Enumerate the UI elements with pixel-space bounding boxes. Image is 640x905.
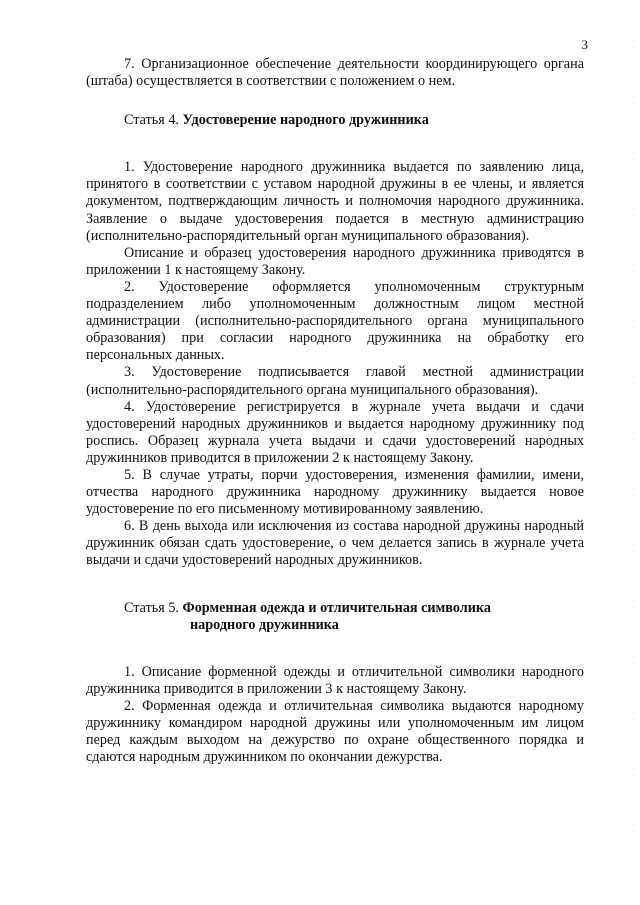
scan-edge-artifact [633, 40, 634, 880]
article-5-title-line-1: Форменная одежда и отличительная символика [182, 599, 491, 616]
page-number: 3 [581, 37, 588, 52]
article-5-title-line-2: народного дружинника [190, 616, 339, 633]
article-5-heading [86, 600, 584, 634]
article-4-paragraph-4: 3. Удостоверение подписывается главой местной администрации (исполнительно-распорядительного органа муниципального образования). [86, 364, 584, 398]
article-4-prefix: Статья 4. [124, 112, 179, 129]
document-body [86, 56, 584, 766]
article-4-paragraph-7: 6. В день выхода или исключения из состава народной дружины народный дружинник обязан сдать удостоверение, о чем делается запись в журнале учета выдачи и сдачи удостоверений народных дружинников. [86, 518, 584, 569]
article-5-paragraph-2: 2. Форменная одежда и отличительная символика выдаются народному дружиннику командиром народной дружины или уполномоченным им лицом перед каждым выходом на дежурство по охране общественного порядка и сдаются народным дружинником по окончании дежурства. [86, 697, 584, 766]
article-4-paragraph-1: 1. Удостоверение народного дружинника выдается по заявлению лица, принятого в соответствии с уставом народной дружины в ее члены, и является документом, подтверждающим личность и полномочия народного дружинника. Заявление о выдаче удостоверения подается в местную администрацию (исполнительно-распорядительный орган муниципального образования). [86, 159, 584, 244]
article-5-paragraph-1: 1. Описание форменной одежды и отличительной символики народного дружинника приводится в приложении 3 к настоящему Закону. [86, 663, 584, 697]
article-4-heading [86, 112, 584, 129]
section-7-paragraph: 7. Организационное обеспечение деятельности координирующего органа (штаба) осуществляется в соответствии с положением о нем. [86, 56, 584, 90]
article-4-paragraph-2: Описание и образец удостоверения народного дружинника приводятся в приложении 1 к настоящему Закону. [86, 244, 584, 278]
article-5-prefix: Статья 5. [124, 599, 179, 616]
article-4-title: Удостоверение народного дружинника [182, 112, 429, 129]
article-4-paragraph-5: 4. Удостоверение регистрируется в журнале учета выдачи и сдачи удостоверений народных дружинников и выдается народному дружиннику под роспись. Образец журнала учета выдачи и сдачи удостоверений народных дружинников приводится в приложении 2 к настоящему Закону. [86, 398, 584, 466]
article-4-paragraph-6: 5. В случае утраты, порчи удостоверения, изменения фамилии, имени, отчества народного дружинника народному дружиннику выдается новое удостоверение по его письменному мотивированному заявлению. [86, 466, 584, 518]
article-4-paragraph-3: 2. Удостоверение оформляется уполномоченным структурным подразделением либо уполномоченным должностным лицом местной администрации (исполнительно-распорядительного органа муниципального образования) при согласии народного дружинника на обработку его персональных данных. [86, 278, 584, 364]
